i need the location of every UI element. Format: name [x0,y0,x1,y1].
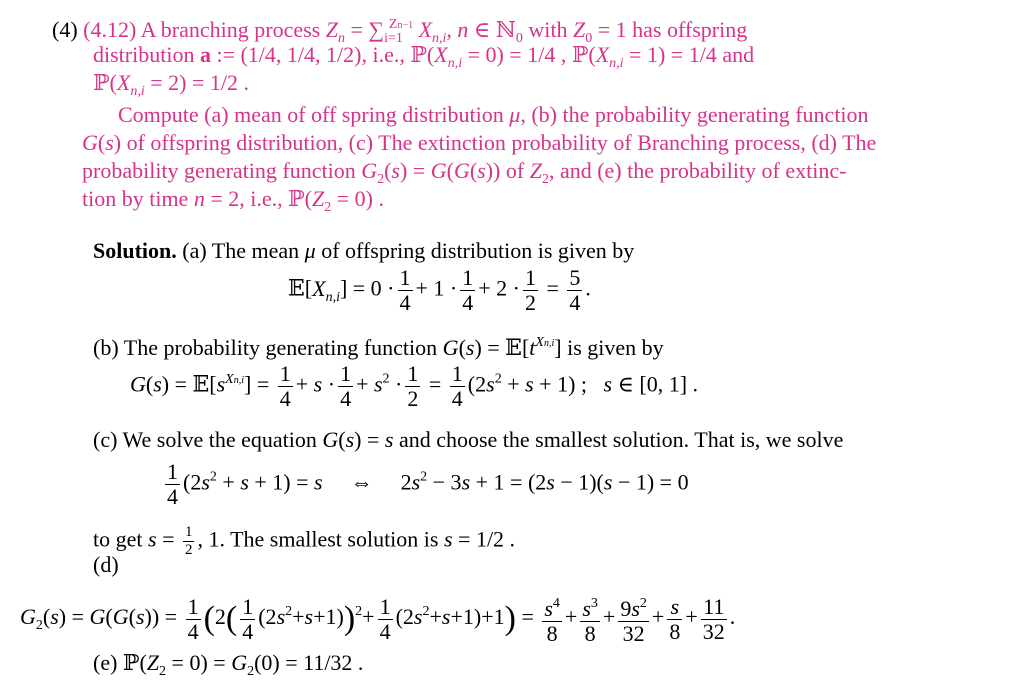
solution-c-result: to get s = $\frac{1}{2}$ , 1. The smallest solution is s = 1/2 . [93,524,516,558]
problem-ref: (4.12) [83,17,137,42]
solution-c-intro: (c) We solve the equation G(s) = s and choose the smallest solution. That is, we solve [93,427,844,452]
problem-line-1: (4) (4.12) A branching process $Z_n = \sum_{i=1}^{Zn-1}$ $X_{n,i}$, n ∈ ℕ$_0$ with $Z_0 = 1$ has offspring [52,17,748,46]
solution-d-label: (d) [93,552,119,577]
problem-line-3: $ℙ(X_{n,i} = 2) = 1/2$ . [93,70,249,99]
equation-extinction: $\frac{1}{4}$ $(2s^2 + s + 1) = s$ ⇔ $2s^2 - 3s + 1 = (2s - 1)(s - 1) = 0$ [167,459,689,509]
problem-line-2: distribution a := (1/4, 1/4, 1/2), i.e., $ℙ(X_{n,i} = 0) = 1/4$ , $ℙ(X_{n,i} = 1) = 1/4$ and [93,42,755,71]
problem-line-7: tion by time n = 2, i.e., $ℙ(Z_2 = 0)$ . [82,186,384,215]
solution-label: Solution. [93,238,177,263]
equation-mean: $𝔼[X_{n,i}] = 0$ · $\frac{1}{4}$ + 1 · $\frac{1}{4}$ + 2 · $\frac{1}{2}$ = $\frac{5}{4}$ . [288,265,591,315]
problem-number: (4) [52,17,78,42]
problem-line-4: Compute (a) mean of off spring distribution μ, (b) the probability generating function [118,102,869,127]
problem-line-5: G(s) of offspring distribution, (c) The extinction probability of Branching process, (d) The [82,130,877,155]
solution-b-intro: (b) The probability generating function $G(s) = 𝔼[t^{Xn,i}]$ is given by [93,335,664,360]
equation-g2: $G_2(s) = G(G(s))$ = $\frac{1}{4}$ (2( $\frac{1}{4}$ $(2s^2+s+1))^2+$ $\frac{1}{4}$ $(2s^2+s+1)+1$) = $\frac{s^4}{8}$ + $\frac{s^3}{8}$ + $\frac{9s^2}{32}$ + $\frac{s}{8}$ + $\frac{11}{32}$ . [20,593,736,646]
solution-e: (e) $ℙ(Z_2 = 0) = G_2(0) = 11/32$ . [93,650,364,679]
equation-pgf: $G(s) = 𝔼[s^{Xn,i}]$ = $\frac{1}{4}$ + s · $\frac{1}{4}$ + $s^2$ · $\frac{1}{2}$ = $\frac{1}{4}$ $(2s^2 + s + 1)$ ; s ∈ [0, 1] . [130,361,699,411]
problem-line-6: probability generating function $G_2(s) = G(G(s))$ of $Z_2$, and (e) the probability of extinc- [82,158,847,187]
solution-a-intro: Solution. (a) The mean μ of offspring distribution is given by [93,238,635,263]
